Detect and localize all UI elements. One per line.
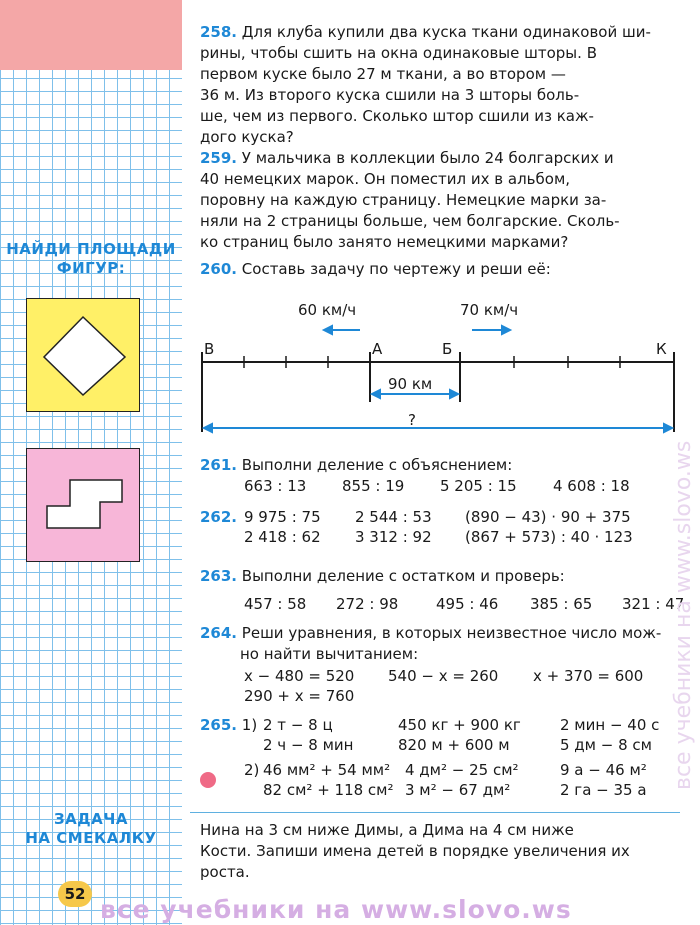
unit-expr-5: 820 м + 600 м bbox=[398, 736, 510, 754]
problem-text: Выполни деление с остатком и проверь: bbox=[241, 567, 565, 585]
text-line: дого куска? bbox=[200, 128, 294, 146]
problem-number: 261. bbox=[200, 456, 238, 474]
problem-259 bbox=[200, 148, 684, 253]
text-line: няли на 2 страницы больше, чем болгарские. Сколь- bbox=[200, 212, 620, 230]
text-line: но найти вычитанием: bbox=[240, 645, 419, 663]
expr-261-2: 855 : 19 bbox=[342, 477, 405, 495]
point-k-label: К bbox=[656, 340, 667, 358]
problem-265-number bbox=[200, 716, 257, 734]
question-label: ? bbox=[408, 411, 416, 429]
sidebar-pink-block bbox=[0, 0, 182, 70]
expr-263-1: 457 : 58 bbox=[244, 595, 307, 613]
expr-261-4: 4 608 : 18 bbox=[553, 477, 630, 495]
problem-258 bbox=[200, 22, 684, 148]
expr-261-3: 5 205 : 15 bbox=[440, 477, 517, 495]
point-b-label: Б bbox=[442, 340, 453, 358]
text-line: 40 немецких марок. Он поместил их в альбом, bbox=[200, 170, 571, 188]
problem-260-heading bbox=[200, 260, 551, 278]
bottom-watermark: все учебники на www.slovo.ws bbox=[100, 895, 572, 924]
text-line: Кости. Запиши имена детей в порядке увеличения их bbox=[200, 842, 630, 860]
problem-number: 265. bbox=[200, 716, 238, 734]
unit-expr-12: 2 га − 35 а bbox=[560, 781, 647, 799]
text-line: ко страниц было занято немецкими марками? bbox=[200, 233, 569, 251]
problem-262-number bbox=[200, 508, 237, 526]
unit-expr-10: 82 см² + 118 см² bbox=[263, 781, 394, 799]
vertical-watermark-text: все учебники на www.slovo.ws bbox=[671, 440, 696, 790]
text-line: Реши уравнения, в которых неизвестное число мож- bbox=[241, 624, 662, 642]
section-divider bbox=[190, 812, 680, 813]
unit-expr-3: 2 мин − 40 с bbox=[560, 716, 660, 734]
text-line: рины, чтобы сшить на окна одинаковые шторы. В bbox=[200, 44, 597, 62]
unit-expr-8: 4 дм² − 25 см² bbox=[405, 761, 519, 779]
expr-263-5: 321 : 47 bbox=[622, 595, 685, 613]
problem-number: 258. bbox=[200, 23, 238, 41]
expr-262-4: 2 418 : 62 bbox=[244, 528, 321, 546]
unit-expr-2: 450 кг + 900 кг bbox=[398, 716, 521, 734]
text-line: У мальчика в коллекции было 24 болгарских и bbox=[241, 149, 614, 167]
problem-number: 259. bbox=[200, 149, 238, 167]
trick-title-line2: НА СМЕКАЛКУ bbox=[25, 829, 157, 847]
unit-expr-6: 5 дм − 8 см bbox=[560, 736, 652, 754]
text-line: ше, чем из первого. Сколько штор сшили из каж- bbox=[200, 107, 594, 125]
problem-261-heading bbox=[200, 456, 512, 474]
problem-number: 262. bbox=[200, 508, 238, 526]
unit-expr-7: 46 мм² + 54 мм² bbox=[263, 761, 391, 779]
total-distance-arrow bbox=[204, 424, 672, 432]
unit-expr-9: 9 а − 46 м² bbox=[560, 761, 647, 779]
expr-263-4: 385 : 65 bbox=[530, 595, 593, 613]
speed-left-label: 60 км/ч bbox=[298, 301, 357, 319]
expr-261-1: 663 : 13 bbox=[244, 477, 307, 495]
text-line: первом куске было 27 м ткани, а во втором — bbox=[200, 65, 566, 83]
expr-262-3: (890 − 43) · 90 + 375 bbox=[465, 508, 631, 526]
distance-label: 90 км bbox=[388, 375, 433, 393]
expr-263-2: 272 : 98 bbox=[336, 595, 399, 613]
part-1-label: 1) bbox=[241, 716, 258, 734]
motion-diagram bbox=[190, 290, 685, 440]
stepped-hole-icon bbox=[27, 449, 139, 561]
text-line: Нина на 3 см ниже Димы, а Дима на 4 см ниже bbox=[200, 821, 574, 839]
problem-number: 263. bbox=[200, 567, 238, 585]
text-line: Для клуба купили два куска ткани одинаковой ши- bbox=[241, 23, 651, 41]
right-arrow-head-icon bbox=[502, 326, 510, 334]
expr-262-6: (867 + 573) : 40 · 123 bbox=[465, 528, 633, 546]
vertical-watermark bbox=[668, 110, 698, 810]
unit-expr-4: 2 ч − 8 мин bbox=[263, 736, 354, 754]
areas-title-line2: ФИГУР: bbox=[56, 259, 126, 277]
unit-expr-11: 3 м² − 67 дм² bbox=[405, 781, 511, 799]
left-arrow-head-icon bbox=[324, 326, 332, 334]
equation-2: 540 − x = 260 bbox=[388, 667, 499, 685]
yellow-area-figure bbox=[26, 298, 140, 412]
expr-262-1: 9 975 : 75 bbox=[244, 508, 321, 526]
text-line: поровну на каждую страницу. Немецкие марки за- bbox=[200, 191, 607, 209]
equation-1: x − 480 = 520 bbox=[244, 667, 355, 685]
problem-text: Выполни деление с объяснением: bbox=[241, 456, 513, 474]
areas-title-line1: НАЙДИ ПЛОЩАДИ bbox=[6, 240, 176, 258]
problem-number: 260. bbox=[200, 260, 238, 278]
text-line: роста. bbox=[200, 863, 250, 881]
equation-4: 290 + x = 760 bbox=[244, 687, 355, 705]
expr-262-2: 2 544 : 53 bbox=[355, 508, 432, 526]
text-line: 36 м. Из второго куска сшили на 3 шторы боль- bbox=[200, 86, 580, 104]
part-2-label: 2) bbox=[244, 761, 260, 779]
equation-3: x + 370 = 600 bbox=[533, 667, 644, 685]
marker-dot bbox=[200, 772, 216, 788]
problem-number: 264. bbox=[200, 624, 238, 642]
unit-expr-1: 2 т − 8 ц bbox=[263, 716, 333, 734]
diamond-hole-icon bbox=[27, 299, 139, 411]
trick-title-line1: ЗАДАЧА bbox=[54, 810, 128, 828]
problem-263-heading bbox=[200, 567, 565, 585]
expr-262-5: 3 312 : 92 bbox=[355, 528, 432, 546]
pink-area-figure bbox=[26, 448, 140, 562]
page-number: 52 bbox=[58, 881, 92, 907]
expr-263-3: 495 : 46 bbox=[436, 595, 499, 613]
point-a-label: А bbox=[372, 340, 383, 358]
puzzle-text bbox=[200, 820, 668, 883]
speed-right-label: 70 км/ч bbox=[460, 301, 519, 319]
point-v-label: В bbox=[204, 340, 215, 358]
problem-264 bbox=[200, 623, 670, 665]
problem-text: Составь задачу по чертежу и реши её: bbox=[241, 260, 551, 278]
